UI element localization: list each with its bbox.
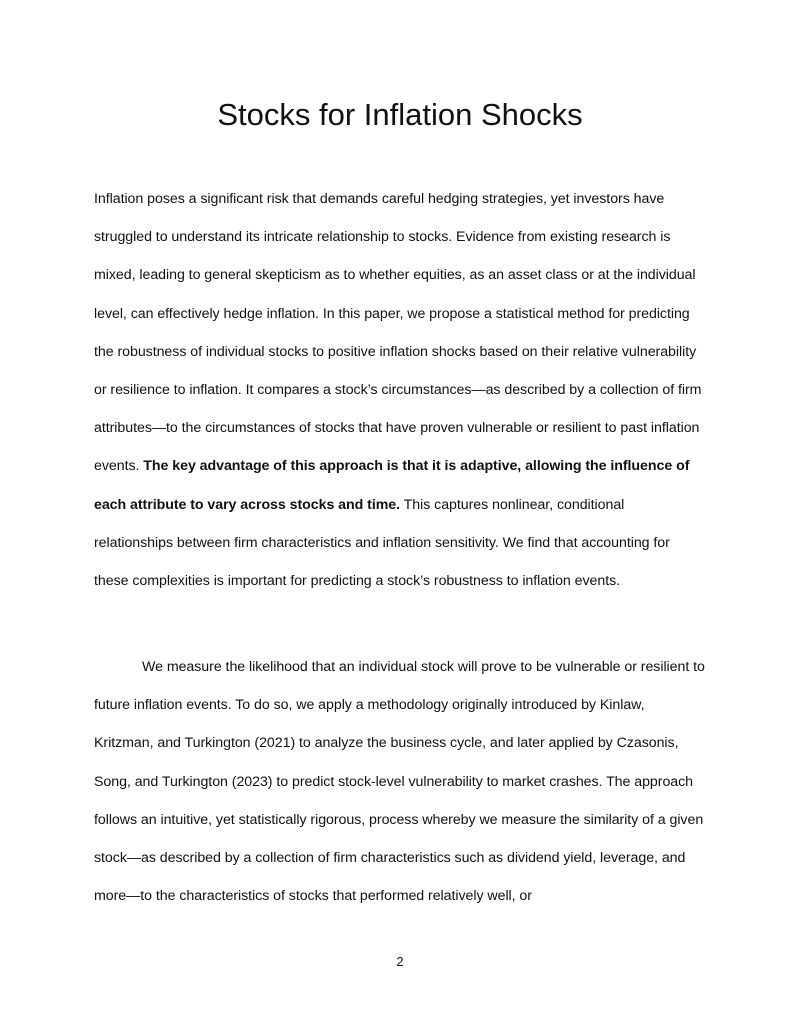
paragraph-methodology: We measure the likelihood that an individual stock will prove to be vulnerable or resilient to future inflation events. To do so, we apply a methodology originally introduced by Kinlaw, Kritzman, and Turkington (2021) to analyze the business cycle, and later applied by Czasonis, Song, and Turkington (2023) to predict stock-level vulnerability to market crashes. The approach follows an intuitive, yet statistically rigorous, process whereby we measure the similarity of a given stock—as described by a collection of firm characteristics such as dividend yield, leverage, and more—to the characteristics of stocks that performed relatively well, or [94, 659, 705, 905]
page-number: 2 [396, 954, 404, 969]
paragraph-text: Inflation poses a significant risk that demands careful hedging strategies, yet investors have struggled to understand its intricate relationship to stocks. Evidence from existing research is mixed, leading to general skepticism as to whether equities, as an asset class or at the individual level, can effectively hedge inflation. In this paper, we propose a statistical method for predicting the robustness of individual stocks to positive inflation shocks based on their relative vulnerability or resilience to inflation. It compares a stock’s circumstances—as described by a collection of firm attributes—to the circumstances of stocks that have proven vulnerable or resilient to past inflation events. [94, 191, 702, 475]
paragraph-abstract [94, 180, 706, 600]
paper-title: Stocks for Inflation Shocks [217, 97, 583, 132]
key-advantage-bold-text: The key advantage of this approach is that it is adaptive, allowing the influence of each attribute to vary across stocks and time. [94, 458, 690, 513]
paragraph-text-continued: This captures nonlinear, conditional relationships between firm characteristics and inflation sensitivity. We find that accounting for these complexities is important for predicting a stock’s robustness to inflation events. [94, 496, 670, 590]
